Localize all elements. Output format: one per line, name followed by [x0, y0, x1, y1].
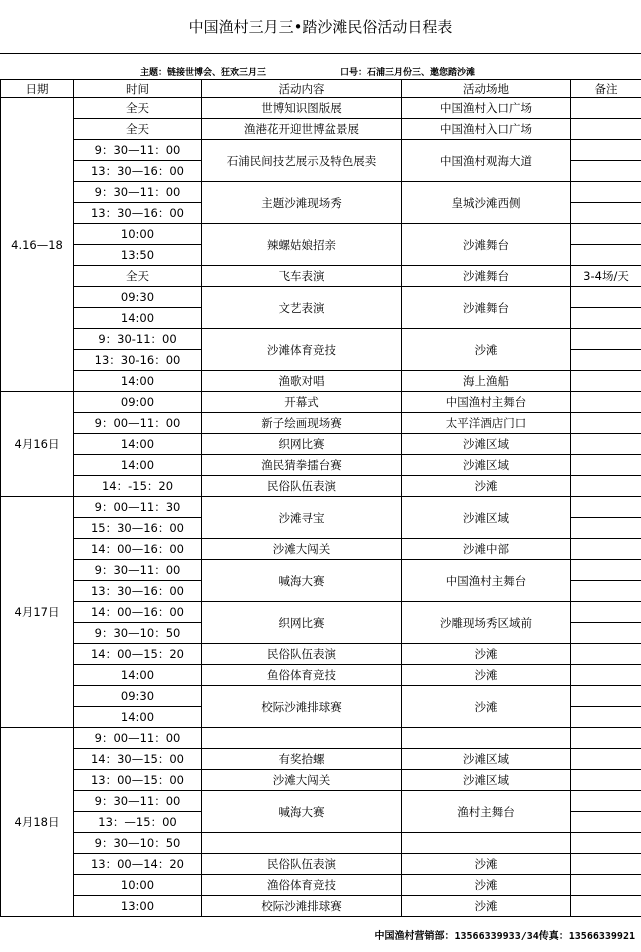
date-cell: 4月18日 [1, 728, 74, 917]
note-cell [571, 350, 641, 371]
activity-cell: 喊海大赛 [202, 791, 402, 833]
time-cell: 09:30 [74, 686, 202, 707]
time-cell: 9：00—11：00 [74, 413, 202, 434]
time-cell: 09:00 [74, 392, 202, 413]
note-cell [571, 728, 641, 749]
note-cell [571, 308, 641, 329]
venue-cell [402, 728, 571, 749]
note-cell [571, 182, 641, 203]
activity-cell: 文艺表演 [202, 287, 402, 329]
table-row [1, 119, 641, 140]
time-cell: 14：00—15：20 [74, 644, 202, 665]
note-cell [571, 560, 641, 581]
time-cell: 9：00—11：00 [74, 728, 202, 749]
note-cell [571, 791, 641, 812]
note-cell [571, 392, 641, 413]
venue-cell [402, 833, 571, 854]
time-cell: 13：00—14：20 [74, 854, 202, 875]
activity-cell: 民俗队伍表演 [202, 644, 402, 665]
note-cell [571, 455, 641, 476]
table-row [1, 539, 641, 560]
venue-cell: 沙滩 [402, 476, 571, 497]
venue-cell: 沙滩 [402, 329, 571, 371]
table-row [1, 833, 641, 854]
note-cell [571, 434, 641, 455]
table-row [1, 413, 641, 434]
table-row [1, 455, 641, 476]
note-cell [571, 287, 641, 308]
activity-cell: 民俗队伍表演 [202, 854, 402, 875]
time-cell: 14:00 [74, 455, 202, 476]
activity-cell: 新子绘画现场赛 [202, 413, 402, 434]
activity-cell: 喊海大赛 [202, 560, 402, 602]
note-cell [571, 770, 641, 791]
note-cell [571, 707, 641, 728]
activity-cell [202, 833, 402, 854]
time-cell: 9：30—11：00 [74, 140, 202, 161]
note-cell [571, 539, 641, 560]
table-row [1, 560, 641, 581]
table-row [1, 371, 641, 392]
activity-cell: 石浦民间技艺展示及特色展卖 [202, 140, 402, 182]
note-cell [571, 686, 641, 707]
note-cell [571, 812, 641, 833]
schedule-table [0, 79, 641, 917]
note-cell [571, 98, 641, 119]
time-cell: 14:00 [74, 371, 202, 392]
venue-cell: 沙雕现场秀区域前 [402, 602, 571, 644]
activity-cell: 渔俗体育竞技 [202, 875, 402, 896]
venue-cell: 沙滩 [402, 854, 571, 875]
note-cell [571, 413, 641, 434]
table-row [1, 854, 641, 875]
page-title: 中国渔村三月三•踏沙滩民俗活动日程表 [0, 0, 641, 54]
venue-cell: 中国渔村入口广场 [402, 98, 571, 119]
venue-cell: 沙滩舞台 [402, 266, 571, 287]
table-row [1, 182, 641, 203]
time-cell: 9：30—10：50 [74, 623, 202, 644]
table-row [1, 791, 641, 812]
time-cell: 13：30-16：00 [74, 350, 202, 371]
table-row [1, 434, 641, 455]
time-cell: 9：00—11：30 [74, 497, 202, 518]
table-row [1, 140, 641, 161]
note-cell [571, 644, 641, 665]
note-cell [571, 245, 641, 266]
table-row [1, 728, 641, 749]
time-cell: 14：00—16：00 [74, 539, 202, 560]
note-cell [571, 581, 641, 602]
time-cell: 全天 [74, 98, 202, 119]
venue-cell: 沙滩舞台 [402, 287, 571, 329]
table-row [1, 896, 641, 917]
table-row [1, 875, 641, 896]
slogan-text: 口号：石浦三月份三、邀您踏沙滩 [340, 68, 476, 78]
header-row [1, 80, 641, 98]
activity-cell: 沙滩体育竞技 [202, 329, 402, 371]
table-row [1, 644, 641, 665]
time-cell: 13:50 [74, 245, 202, 266]
note-cell [571, 602, 641, 623]
venue-cell: 沙滩区域 [402, 434, 571, 455]
time-cell: 9：30-11：00 [74, 329, 202, 350]
table-row [1, 749, 641, 770]
time-cell: 13：30—16：00 [74, 203, 202, 224]
venue-cell: 海上渔船 [402, 371, 571, 392]
table-row [1, 98, 641, 119]
header-time: 时间 [74, 80, 202, 98]
subheader [0, 54, 641, 80]
note-cell [571, 371, 641, 392]
activity-cell: 校际沙滩排球赛 [202, 686, 402, 728]
venue-cell: 太平洋酒店门口 [402, 413, 571, 434]
time-cell: 9：30—11：00 [74, 791, 202, 812]
time-cell: 9：30—10：50 [74, 833, 202, 854]
venue-cell: 沙滩中部 [402, 539, 571, 560]
time-cell: 09:30 [74, 287, 202, 308]
note-cell [571, 518, 641, 539]
venue-cell: 中国渔村主舞台 [402, 560, 571, 602]
activity-cell: 织网比赛 [202, 602, 402, 644]
footer-contact: 中国渔村营销部：13566339933/34传真：13566339921 [374, 931, 635, 942]
venue-cell: 沙滩 [402, 875, 571, 896]
activity-cell: 鱼俗体育竞技 [202, 665, 402, 686]
note-cell: 3-4场/天 [571, 266, 641, 287]
activity-cell: 沙滩大闯关 [202, 770, 402, 791]
note-cell [571, 224, 641, 245]
note-cell [571, 140, 641, 161]
activity-cell: 辣螺姑娘招亲 [202, 224, 402, 266]
venue-cell: 沙滩 [402, 686, 571, 728]
venue-cell: 沙滩区域 [402, 455, 571, 476]
table-row [1, 287, 641, 308]
time-cell: 14：00—16：00 [74, 602, 202, 623]
header-activity: 活动内容 [202, 80, 402, 98]
note-cell [571, 329, 641, 350]
venue-cell: 沙滩 [402, 896, 571, 917]
note-cell [571, 161, 641, 182]
header-venue: 活动场地 [402, 80, 571, 98]
activity-cell: 世博知识图版展 [202, 98, 402, 119]
note-cell [571, 896, 641, 917]
time-cell: 全天 [74, 266, 202, 287]
note-cell [571, 497, 641, 518]
activity-cell: 民俗队伍表演 [202, 476, 402, 497]
activity-cell: 沙滩大闯关 [202, 539, 402, 560]
table-row [1, 329, 641, 350]
time-cell: 9：30—11：00 [74, 182, 202, 203]
time-cell: 14:00 [74, 707, 202, 728]
activity-cell: 飞车表演 [202, 266, 402, 287]
time-cell: 14:00 [74, 308, 202, 329]
header-date: 日期 [1, 80, 74, 98]
time-cell: 14：-15：20 [74, 476, 202, 497]
activity-cell [202, 728, 402, 749]
date-cell: 4月17日 [1, 497, 74, 728]
activity-cell: 校际沙滩排球赛 [202, 896, 402, 917]
venue-cell: 沙滩 [402, 644, 571, 665]
time-cell: 全天 [74, 119, 202, 140]
venue-cell: 中国渔村观海大道 [402, 140, 571, 182]
venue-cell: 皇城沙滩西侧 [402, 182, 571, 224]
table-row [1, 665, 641, 686]
activity-cell: 沙滩寻宝 [202, 497, 402, 539]
note-cell [571, 476, 641, 497]
date-cell: 4.16—18 [1, 98, 74, 392]
venue-cell: 中国渔村主舞台 [402, 392, 571, 413]
note-cell [571, 665, 641, 686]
table-row [1, 686, 641, 707]
table-row [1, 266, 641, 287]
header-note: 备注 [571, 80, 641, 98]
note-cell [571, 119, 641, 140]
activity-cell: 渔民猜拳擂台赛 [202, 455, 402, 476]
activity-cell: 织网比赛 [202, 434, 402, 455]
time-cell: 15：30—16：00 [74, 518, 202, 539]
note-cell [571, 203, 641, 224]
venue-cell: 沙滩舞台 [402, 224, 571, 266]
activity-cell: 渔港花开迎世博盆景展 [202, 119, 402, 140]
time-cell: 13:00 [74, 896, 202, 917]
time-cell: 13：30—16：00 [74, 581, 202, 602]
table-row [1, 392, 641, 413]
venue-cell: 沙滩区域 [402, 770, 571, 791]
activity-cell: 主题沙滩现场秀 [202, 182, 402, 224]
time-cell: 13：00—15：00 [74, 770, 202, 791]
time-cell: 13：—15：00 [74, 812, 202, 833]
table-row [1, 770, 641, 791]
venue-cell: 沙滩区域 [402, 749, 571, 770]
note-cell [571, 749, 641, 770]
note-cell [571, 854, 641, 875]
table-row [1, 224, 641, 245]
note-cell [571, 623, 641, 644]
activity-cell: 渔歌对唱 [202, 371, 402, 392]
note-cell [571, 875, 641, 896]
note-cell [571, 833, 641, 854]
time-cell: 9：30—11：00 [74, 560, 202, 581]
time-cell: 10:00 [74, 224, 202, 245]
time-cell: 13：30—16：00 [74, 161, 202, 182]
table-row [1, 476, 641, 497]
theme-text: 主题：链接世博会、狂欢三月三 [140, 68, 267, 78]
time-cell: 10:00 [74, 875, 202, 896]
date-cell: 4月16日 [1, 392, 74, 497]
activity-cell: 有奖拾螺 [202, 749, 402, 770]
time-cell: 14:00 [74, 434, 202, 455]
venue-cell: 沙滩 [402, 665, 571, 686]
table-row [1, 497, 641, 518]
table-row [1, 602, 641, 623]
activity-cell: 开幕式 [202, 392, 402, 413]
venue-cell: 中国渔村入口广场 [402, 119, 571, 140]
venue-cell: 渔村主舞台 [402, 791, 571, 833]
time-cell: 14：30—15：00 [74, 749, 202, 770]
time-cell: 14:00 [74, 665, 202, 686]
venue-cell: 沙滩区域 [402, 497, 571, 539]
